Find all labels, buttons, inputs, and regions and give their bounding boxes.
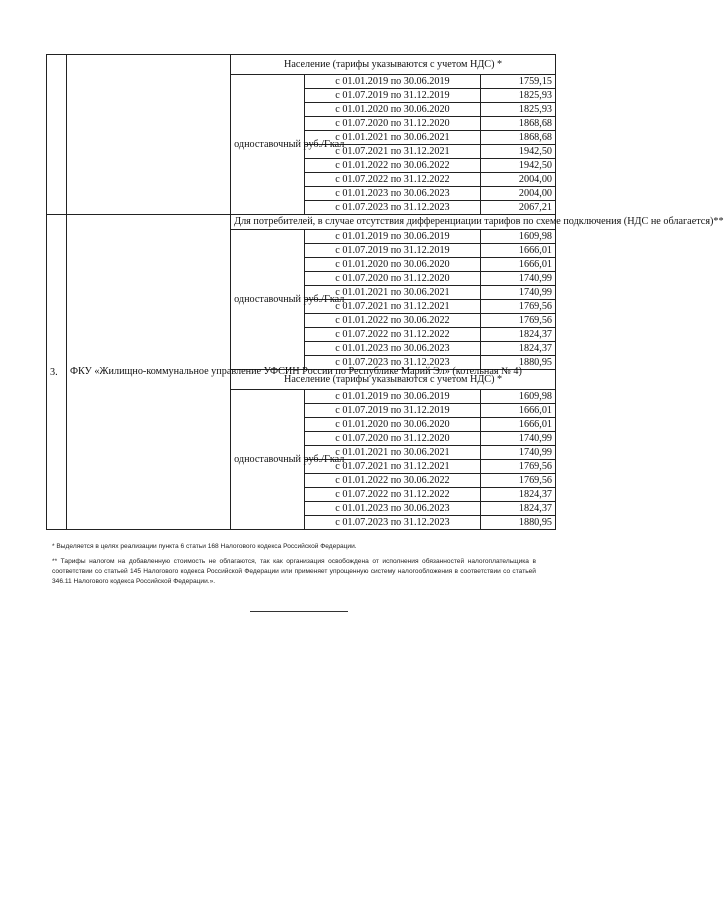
tariff-period: с 01.07.2022 по 31.12.2022 [305, 173, 481, 187]
footnote-no-vat: ** Тарифы налогом на добавленную стоимость не облагаются, так как организация освобождена от исполнения обязанностей налогоплательщика в соответствии со статьей 145 Налогового кодекса Российской Федерации или применяет упрощенную систему налогообложения в соответствии со статьей 346.11 Налогового кодекса Российской Федерации.». [52, 558, 536, 585]
tariff-value: 1942,50 [480, 145, 555, 159]
tariff-value: 1609,98 [480, 390, 555, 404]
group-header: Для потребителей, в случае отсутствия дифференциации тарифов по схеме подключения (НДС не облагается)** [231, 215, 556, 230]
tariff-value: 1759,15 [480, 75, 555, 89]
tariff-period: с 01.07.2019 по 31.12.2019 [305, 89, 481, 103]
tariff-value: 1740,99 [480, 272, 555, 286]
tariff-value: 2067,21 [480, 201, 555, 215]
tariff-period: с 01.01.2020 по 30.06.2020 [305, 418, 481, 432]
group-header: Население (тарифы указываются с учетом НДС) * [231, 370, 556, 390]
tariff-period: с 01.01.2021 по 30.06.2021 [305, 286, 481, 300]
tariff-table [46, 54, 724, 530]
tariff-value: 1942,50 [480, 159, 555, 173]
tariff-value: 1824,37 [480, 328, 555, 342]
section-number [47, 55, 67, 215]
tariff-period: с 01.07.2023 по 31.12.2023 [305, 356, 481, 370]
tariff-value: 1609,98 [480, 230, 555, 244]
tariff-value: 1824,37 [480, 342, 555, 356]
tariff-value: 1740,99 [480, 446, 555, 460]
tariff-period: с 01.07.2021 по 31.12.2021 [305, 300, 481, 314]
tariff-period: с 01.01.2023 по 30.06.2023 [305, 187, 481, 201]
tariff-value: 1666,01 [480, 404, 555, 418]
tariff-value: 1825,93 [480, 103, 555, 117]
closing-rule [250, 611, 348, 612]
tariff-value: 1666,01 [480, 418, 555, 432]
tariff-value: 1880,95 [480, 516, 555, 530]
tariff-period: с 01.01.2022 по 30.06.2022 [305, 474, 481, 488]
footnotes [52, 542, 536, 587]
tariff-value: 1824,37 [480, 488, 555, 502]
tariff-period: с 01.07.2022 по 31.12.2022 [305, 488, 481, 502]
group-header-row [47, 55, 556, 75]
tariff-value: 2004,00 [480, 173, 555, 187]
tariff-period: с 01.01.2022 по 30.06.2022 [305, 159, 481, 173]
tariff-period: с 01.01.2021 по 30.06.2021 [305, 131, 481, 145]
tariff-type: одноставочный руб./Гкал [231, 230, 305, 370]
tariff-value: 1880,95 [480, 356, 555, 370]
tariff-period: с 01.07.2023 по 31.12.2023 [305, 201, 481, 215]
tariff-period: с 01.01.2023 по 30.06.2023 [305, 342, 481, 356]
tariff-type: одноставочный руб./Гкал [231, 75, 305, 215]
tariff-value: 1769,56 [480, 300, 555, 314]
footnote-vat: * Выделяется в целях реализации пункта 6 статьи 168 Налогового кодекса Российской Федерации. [52, 543, 357, 550]
organization-name [66, 55, 230, 215]
tariff-table-body [47, 55, 724, 530]
tariff-period: с 01.01.2019 по 30.06.2019 [305, 230, 481, 244]
tariff-period: с 01.01.2019 по 30.06.2019 [305, 390, 481, 404]
tariff-value: 1666,01 [480, 244, 555, 258]
tariff-type: одноставочный руб./Гкал [231, 390, 305, 530]
tariff-value: 1740,99 [480, 286, 555, 300]
tariff-period: с 01.07.2023 по 31.12.2023 [305, 516, 481, 530]
tariff-period: с 01.01.2022 по 30.06.2022 [305, 314, 481, 328]
group-header: Население (тарифы указываются с учетом НДС) * [231, 55, 556, 75]
section-number: 3. [47, 215, 67, 530]
tariff-period: с 01.01.2023 по 30.06.2023 [305, 502, 481, 516]
tariff-value: 1666,01 [480, 258, 555, 272]
tariff-period: с 01.07.2019 по 31.12.2019 [305, 404, 481, 418]
tariff-value: 1769,56 [480, 474, 555, 488]
organization-name: ФКУ «Жилищно-коммунальное управление УФСИН России по Республике Марий Эл» (котельная № 4) [66, 215, 230, 530]
tariff-period: с 01.01.2019 по 30.06.2019 [305, 75, 481, 89]
tariff-period: с 01.07.2020 по 31.12.2020 [305, 432, 481, 446]
tariff-value: 1868,68 [480, 131, 555, 145]
tariff-value: 1740,99 [480, 432, 555, 446]
tariff-period: с 01.01.2020 по 30.06.2020 [305, 103, 481, 117]
tariff-period: с 01.07.2019 по 31.12.2019 [305, 244, 481, 258]
tariff-value: 1769,56 [480, 314, 555, 328]
tariff-value: 2004,00 [480, 187, 555, 201]
tariff-period: с 01.07.2020 по 31.12.2020 [305, 272, 481, 286]
tariff-period: с 01.07.2020 по 31.12.2020 [305, 117, 481, 131]
tariff-period: с 01.01.2021 по 30.06.2021 [305, 446, 481, 460]
tariff-value: 1825,93 [480, 89, 555, 103]
tariff-value: 1868,68 [480, 117, 555, 131]
tariff-value: 1769,56 [480, 460, 555, 474]
tariff-period: с 01.07.2022 по 31.12.2022 [305, 328, 481, 342]
tariff-period: с 01.07.2021 по 31.12.2021 [305, 460, 481, 474]
tariff-period: с 01.01.2020 по 30.06.2020 [305, 258, 481, 272]
group-header-row [47, 215, 556, 230]
tariff-period: с 01.07.2021 по 31.12.2021 [305, 145, 481, 159]
tariff-value: 1824,37 [480, 502, 555, 516]
